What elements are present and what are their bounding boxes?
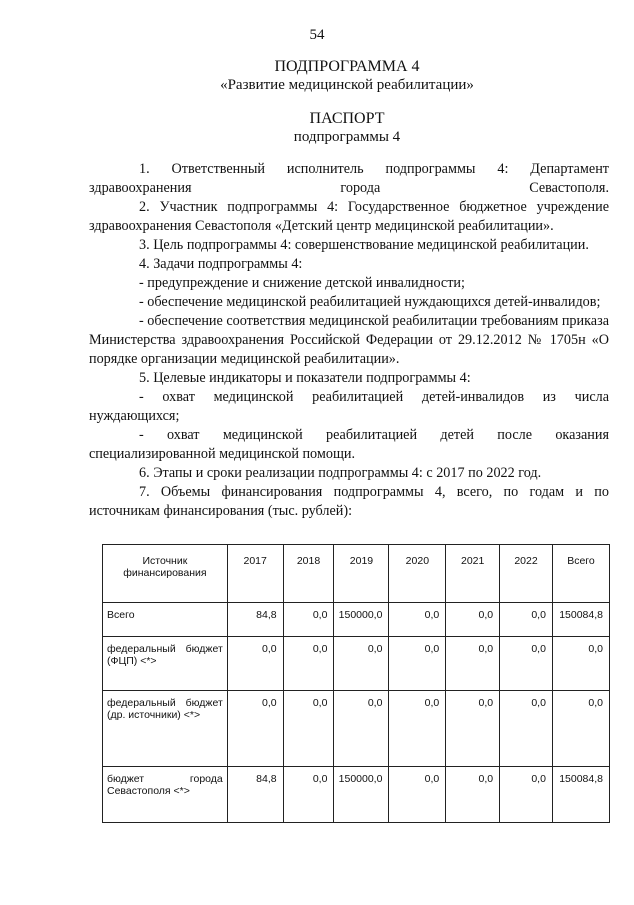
table-cell: 0,0: [334, 637, 389, 691]
paragraph-6: 6. Этапы и сроки реализации подпрограммы 4: с 2017 по 2022 год.: [139, 465, 542, 481]
passport-heading: [0, 110, 634, 146]
subprogram-heading: [0, 58, 634, 94]
table-cell: 0,0: [283, 767, 334, 823]
task-item-3: - обеспечение соответствия медицинской реабилитации требованиям приказа Министерства здравоохранения Российской Федерации от 29.12.2012 № 1705н «О порядке организации медицинской реабилитации».: [89, 313, 609, 367]
subprogram-title: ПОДПРОГРАММА 4: [274, 58, 420, 75]
passport-body: [89, 160, 609, 521]
table-cell: 0,0: [389, 637, 446, 691]
table-cell: 0,0: [446, 691, 500, 767]
table-cell: 150000,0: [334, 767, 389, 823]
table-cell: 150000,0: [334, 603, 389, 637]
paragraph-7: 7. Объемы финансирования подпрограммы 4, всего, по годам и по источникам финансирования (тыс. рублей):: [89, 484, 609, 519]
table-cell: 150084,8: [552, 603, 609, 637]
table-row: [103, 603, 610, 637]
header-total: Всего: [552, 545, 609, 603]
table-cell: 0,0: [446, 603, 500, 637]
table-cell: 0,0: [552, 637, 609, 691]
table-cell: 84,8: [227, 603, 283, 637]
indicator-item-1: - охват медицинской реабилитацией детей-инвалидов из числа нуждающихся;: [89, 389, 609, 424]
page-number: 54: [309, 27, 325, 43]
table-cell: 0,0: [446, 767, 500, 823]
row-label: бюджет города Севастополя <*>: [103, 767, 228, 823]
task-item-1: - предупреждение и снижение детской инвалидности;: [139, 275, 465, 291]
paragraph-4: 4. Задачи подпрограммы 4:: [139, 256, 303, 272]
row-label: Всего: [103, 603, 228, 637]
table-cell: 150084,8: [552, 767, 609, 823]
table-cell: 0,0: [227, 637, 283, 691]
table-cell: 0,0: [500, 767, 553, 823]
table-cell: 0,0: [389, 767, 446, 823]
task-item-2: - обеспечение медицинской реабилитацией нуждающихся детей-инвалидов;: [139, 294, 601, 310]
header-2021: 2021: [446, 545, 500, 603]
paragraph-1: 1. Ответственный исполнитель подпрограммы 4: Департамент здравоохранения города Севастополя.: [89, 161, 609, 196]
table-row: [103, 767, 610, 823]
header-source: Источник финансирования: [103, 545, 228, 603]
table-row: [103, 637, 610, 691]
header-2018: 2018: [283, 545, 334, 603]
table-cell: 0,0: [334, 691, 389, 767]
paragraph-5: 5. Целевые индикаторы и показатели подпрограммы 4:: [139, 370, 471, 386]
table-cell: 0,0: [227, 691, 283, 767]
row-label: федеральный бюджет (ФЦП) <*>: [103, 637, 228, 691]
table-cell: 0,0: [283, 603, 334, 637]
financing-table: [102, 544, 610, 823]
table-cell: 0,0: [500, 691, 553, 767]
table-cell: 0,0: [389, 603, 446, 637]
passport-subtitle: подпрограммы 4: [293, 129, 401, 145]
table-row: [103, 691, 610, 767]
indicator-item-2: - охват медицинской реабилитацией детей после оказания специализированной медицинской помощи.: [89, 427, 609, 462]
row-label: федеральный бюджет (др. источники) <*>: [103, 691, 228, 767]
header-2017: 2017: [227, 545, 283, 603]
table-header-row: [103, 545, 610, 603]
table-cell: 0,0: [552, 691, 609, 767]
header-2020: 2020: [389, 545, 446, 603]
table-cell: 0,0: [500, 637, 553, 691]
table-cell: 84,8: [227, 767, 283, 823]
table-cell: 0,0: [283, 691, 334, 767]
subprogram-name: «Развитие медицинской реабилитации»: [220, 77, 474, 93]
passport-title: ПАСПОРТ: [309, 110, 385, 127]
table-cell: 0,0: [500, 603, 553, 637]
header-2022: 2022: [500, 545, 553, 603]
paragraph-3: 3. Цель подпрограммы 4: совершенствование медицинской реабилитации.: [139, 237, 589, 253]
paragraph-2: 2. Участник подпрограммы 4: Государственное бюджетное учреждение здравоохранения Севастополя «Детский центр медицинской реабилитации».: [89, 199, 609, 234]
table-cell: 0,0: [283, 637, 334, 691]
table-cell: 0,0: [446, 637, 500, 691]
header-2019: 2019: [334, 545, 389, 603]
table-cell: 0,0: [389, 691, 446, 767]
